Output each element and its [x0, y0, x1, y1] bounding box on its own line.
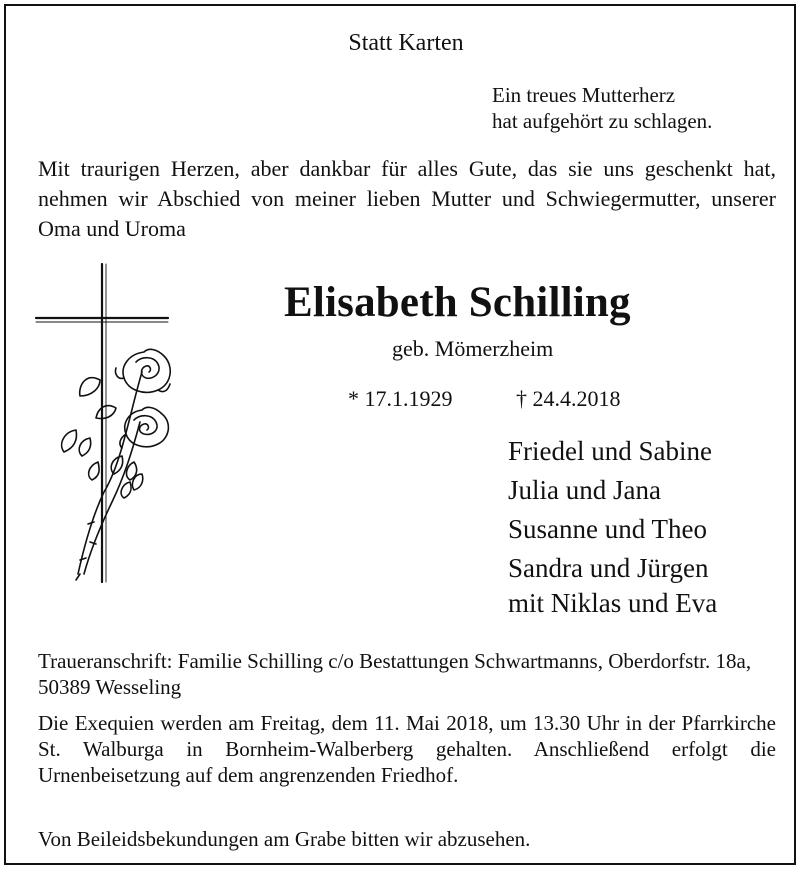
obituary-notice — [4, 4, 796, 865]
mourning-address: Traueranschrift: Familie Schilling c/o Bestattungen Schwartmanns, Oberdorfstr. 18a, 50389 Wesseling — [38, 649, 752, 699]
motto — [492, 82, 712, 134]
family-line: Sandra und Jürgen — [508, 553, 709, 583]
birth-date: * 17.1.1929 — [348, 386, 453, 411]
family-line: Julia und Jana — [508, 475, 661, 505]
family-list — [508, 432, 717, 619]
intro-text: Mit traurigen Herzen, aber dankbar für alles Gute, das sie uns geschenkt hat, nehmen wir Abschied von meiner lieben Mutter und Schwiegermutter, unserer Oma und Uroma — [38, 156, 776, 241]
service-details: Die Exequien werden am Freitag, dem 11. Mai 2018, um 13.30 Uhr in der Pfarrkirche St. Walburga in Bornheim-Walberberg gehalten. Anschließend erfolgt die Urnenbeisetzung auf dem angrenzenden Friedhof. — [38, 711, 776, 787]
header-title: Statt Karten — [348, 30, 464, 56]
cross-with-roses-icon — [34, 262, 184, 592]
birth-name: geb. Mömerzheim — [392, 336, 554, 361]
family-line: Susanne und Theo — [508, 514, 707, 544]
closing-note: Von Beileidsbekundungen am Grabe bitten wir abzusehen. — [38, 827, 531, 851]
family-line: Friedel und Sabine — [508, 436, 712, 466]
deceased-name: Elisabeth Schilling — [284, 279, 631, 326]
motto-line-2: hat aufgehört zu schlagen. — [492, 109, 713, 133]
motto-line-1: Ein treues Mutterherz — [492, 83, 676, 107]
family-line: mit Niklas und Eva — [508, 588, 718, 618]
death-date: † 24.4.2018 — [516, 386, 621, 411]
